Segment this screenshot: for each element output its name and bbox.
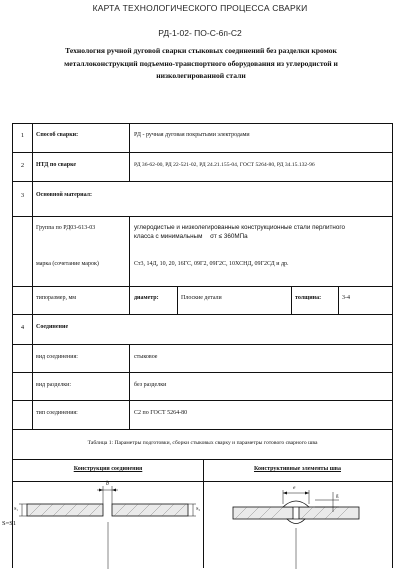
row-groove-kind xyxy=(13,372,392,400)
label-groove-kind: вид разделки: xyxy=(36,382,72,388)
label-joint-kind: вид соединения: xyxy=(36,354,78,360)
table1-drawings-row xyxy=(2,481,392,568)
sigma-limit: σт ≤ 360МПа xyxy=(210,232,248,240)
weld-elements-drawing xyxy=(203,482,392,569)
value-thickness: 3-4 xyxy=(342,295,350,301)
row-number: 3 xyxy=(20,192,25,199)
label-welding-method: Способ сварки: xyxy=(36,132,79,138)
value-material-group xyxy=(134,224,345,241)
value-welding-method: РД - ручная дуговая покрытыми электродами xyxy=(134,132,250,138)
row-joint-kind xyxy=(13,344,392,372)
row-joint xyxy=(13,314,392,344)
label-base-material: Основной материал: xyxy=(36,192,93,198)
value-steel-grade: Ст3, 14Д, 10, 20, 16ГС, 09Г2, 09Г2С, 10ХСНД, 09Г2СД и др. xyxy=(134,261,289,267)
dim-label-s1: S₁ xyxy=(14,506,19,511)
value-diameter: Плоские детали xyxy=(181,295,222,301)
title-line-2: металлоконструкций подъемно-транспортного оборудования из углеродистой и xyxy=(64,58,338,68)
row-ntd xyxy=(13,152,392,181)
label-size: типоразмер, мм xyxy=(36,295,77,301)
dim-label-e: e xyxy=(293,485,296,491)
col-weld-elements: Конструктивные элементы шва xyxy=(253,466,341,472)
row-number: 2 xyxy=(20,162,25,169)
value-groove-kind: без разделки xyxy=(134,382,167,388)
joint-design-drawing xyxy=(13,482,203,569)
row-size xyxy=(13,286,392,314)
table1-caption: Таблица 1: Параметры подготовки, сборки стыковых сварку и параметры готового сварного шва xyxy=(87,440,318,446)
col-joint-design: Конструкция соединения xyxy=(73,466,143,472)
row-base-material xyxy=(13,181,392,216)
label-ntd: НТД по сварке xyxy=(36,162,77,168)
document-title xyxy=(12,45,390,83)
row-welding-method xyxy=(13,123,392,152)
row-joint-type xyxy=(13,400,392,429)
row-material-group xyxy=(13,216,392,286)
dim-label-g: g xyxy=(336,494,339,499)
table1-caption-row xyxy=(13,429,392,459)
dim-label-s2: S₂ xyxy=(196,506,201,511)
card-header: КАРТА ТЕХНОЛОГИЧЕСКОГО ПРОЦЕССА СВАРКИ xyxy=(92,3,308,13)
label-diameter: диаметр: xyxy=(134,295,159,301)
material-group-line-1: углеродистые и низколегированные конструкционные стали перлитного xyxy=(134,224,346,231)
dim-label-b: b xyxy=(106,481,109,487)
title-line-1: Технология ручной дуговой сварки стыковых соединений без разделки кромок xyxy=(65,46,337,55)
label-joint-type: тип соединения: xyxy=(36,410,78,416)
title-line-3: низколегированной стали xyxy=(156,71,246,80)
thickness-note: S=S1 xyxy=(2,520,17,527)
row-number: 4 xyxy=(20,324,25,331)
card-code: РД-1-02- ПО-С-6п-С2 xyxy=(158,28,242,38)
process-card-table xyxy=(2,123,393,568)
material-group-line-2: класса с минимальным xyxy=(134,232,203,240)
label-joint: Соединение xyxy=(36,324,69,330)
table1-header-row xyxy=(13,459,392,481)
value-ntd: РД 36-62-00, РД 22-521-02, РД 24.21.155-04, ГОСТ 5264-80, РД 34.15.132-96 xyxy=(134,162,315,168)
row-number: 1 xyxy=(20,132,25,139)
value-joint-type: С2 по ГОСТ 5264-80 xyxy=(134,410,188,416)
label-material-group: Группа по РД03-613-03 xyxy=(36,225,96,231)
value-joint-kind: стыковое xyxy=(134,354,158,360)
label-steel-grade: марка (сочетание марок) xyxy=(36,261,99,267)
label-thickness: толщина: xyxy=(295,295,322,301)
